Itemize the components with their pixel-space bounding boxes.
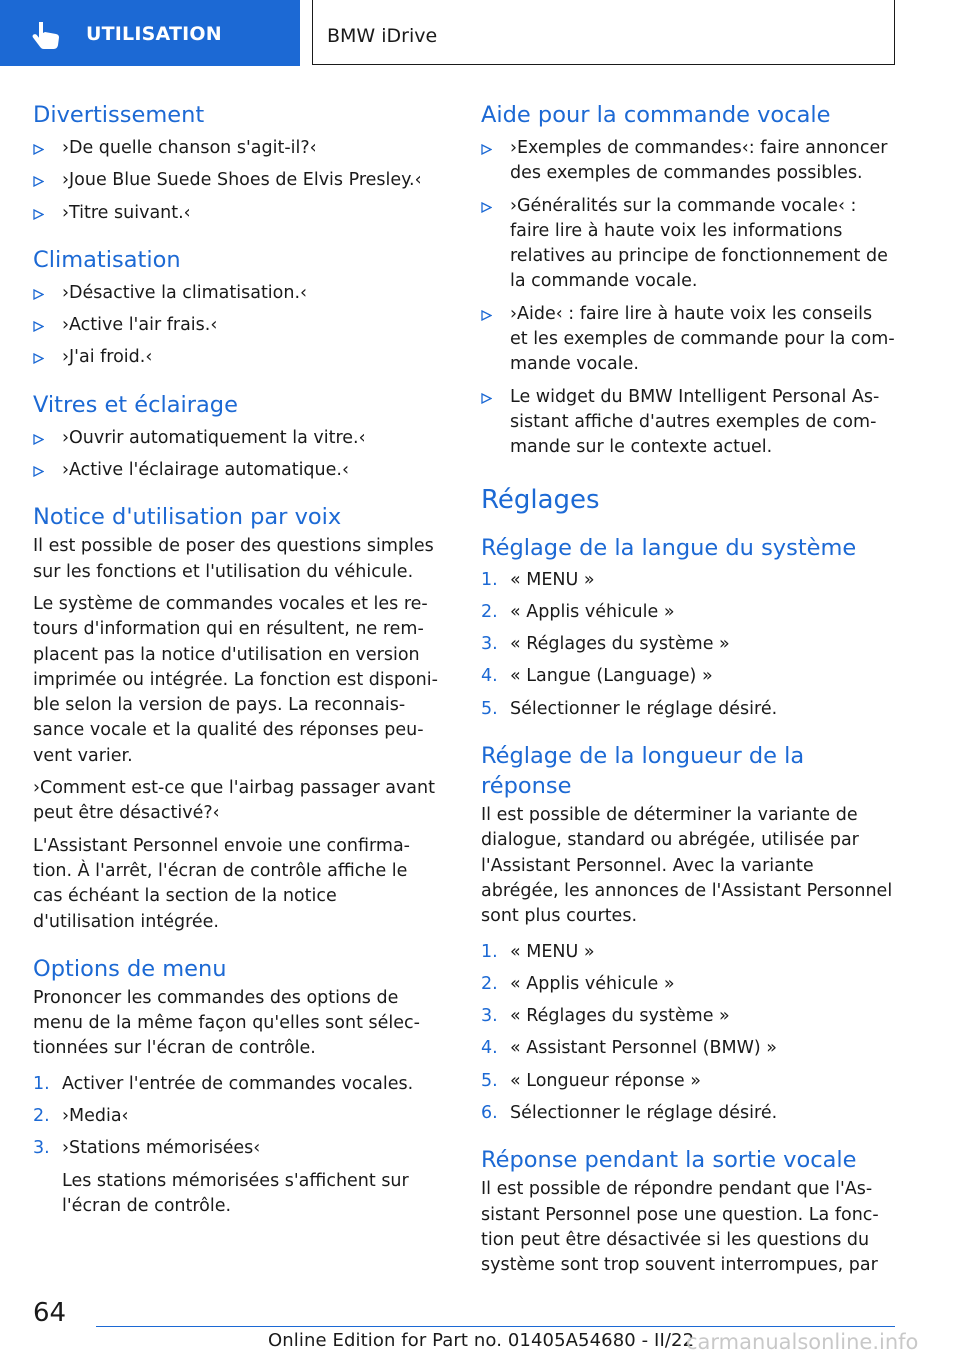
edition-note: Online Edition for Part no. 01405A54680 - II/22: [268, 1330, 695, 1351]
watermark: carmanualsonline.info: [686, 1330, 919, 1354]
list-item: 1. « MENU »: [481, 941, 595, 962]
list-item: ›Ouvrir automatiquement la vitre.‹: [33, 426, 438, 451]
heading-reglages: Réglages: [481, 484, 600, 515]
heading-notice: Notice d'utilisation par voix: [33, 504, 342, 531]
right-column: [481, 100, 895, 1279]
list-item: 3. ›Stations mémorisées‹: [33, 1138, 261, 1159]
list-item: ›Titre suivant.‹: [33, 201, 438, 226]
list-item: 4. « Langue (Language) »: [481, 666, 713, 687]
heading-options: Options de menu: [33, 955, 227, 982]
triangle-bullet-icon: [33, 321, 44, 332]
triangle-bullet-icon: [33, 466, 44, 477]
header-title-box: [312, 0, 895, 65]
page-header: [0, 0, 960, 66]
list-divertissement: [33, 136, 438, 226]
list-item: 6. Sélectionner le réglage désiré.: [481, 1103, 778, 1124]
triangle-bullet-icon: [33, 289, 44, 300]
notice-paragraph: L'Assistant Personnel envoie une confirmation. À l'arrêt, l'écran de contrôle affiche le cas échéant la section de la notice d'utilisation intégrée.: [33, 835, 410, 932]
left-column: [33, 100, 438, 1219]
triangle-bullet-icon: [33, 434, 44, 445]
heading-aide: Aide pour la commande vocale: [481, 102, 831, 128]
reponse-text: Il est possible de répondre pendant que l'Assistant Personnel pose une question. La fonction peut être désactivée si les questions du système sont trop souvent interrompues, par: [481, 1179, 879, 1276]
list-item: ›J'ai froid.‹: [33, 345, 438, 370]
list-item: ›Active l'éclairage automatique.‹: [33, 458, 438, 483]
heading-longueur: Réglage de la longueur de la réponse: [481, 743, 805, 800]
triangle-bullet-icon: [33, 353, 44, 364]
triangle-bullet-icon: [33, 176, 44, 187]
triangle-bullet-icon: [481, 310, 492, 321]
triangle-bullet-icon: [33, 144, 44, 155]
triangle-bullet-icon: [481, 144, 492, 155]
heading-climatisation: Climatisation: [33, 246, 181, 273]
list-item: 2. « Applis véhicule »: [481, 601, 675, 622]
heading-divertissement: Divertissement: [33, 102, 205, 128]
langue-steps: [481, 568, 895, 722]
options-note: Les stations mémorisées s'affichent sur l'écran de contrôle.: [62, 1170, 409, 1216]
footer-divider: [96, 1326, 895, 1327]
section-tab: [0, 0, 300, 66]
heading-reponse: Réponse pendant la sortie vocale: [481, 1147, 857, 1174]
list-item: ›Aide‹ : faire lire à haute voix les conseils et les exemples de commande pour la commande vocale.: [481, 302, 895, 378]
list-item: 2. « Applis véhicule »: [481, 973, 675, 994]
section-label: UTILISATION: [86, 23, 222, 45]
notice-example: ›Comment est-ce que l'airbag passager avant peut être désactivé?‹: [33, 778, 435, 824]
list-climatisation: [33, 281, 438, 371]
list-item: ›Joue Blue Suede Shoes de Elvis Presley.‹: [33, 168, 438, 193]
list-item: ›Exemples de commandes‹: faire annoncer des exemples de commandes possibles.: [481, 136, 895, 187]
list-item: ›De quelle chanson s'agit-il?‹: [33, 136, 438, 161]
longueur-intro: Il est possible de déterminer la variante de dialogue, standard ou abrégée, utilisée par l'Assistant Personnel. Avec la variante abrégée, les annonces de l'Assistant Personnel sont plus courtes.: [481, 805, 893, 927]
triangle-bullet-icon: [481, 202, 492, 213]
list-item: 2. ›Media‹: [33, 1106, 129, 1127]
list-item: 5. « Longueur réponse »: [481, 1070, 701, 1091]
list-item: 3. « Réglages du système »: [481, 634, 730, 655]
list-item: ›Active l'air frais.‹: [33, 313, 438, 338]
list-item: 5. Sélectionner le réglage désiré.: [481, 698, 778, 719]
list-item: Le widget du BMW Intelligent Personal Assistant affiche d'autres exemples de commande sur le contexte actuel.: [481, 385, 895, 461]
notice-paragraph: Le système de commandes vocales et les retours d'information qui en résultent, ne remplacent pas la notice d'utilisation en version imprimée ou intégrée. La fonction est disponible selon la version de pays. La reconnaissance vocale et la qualité des réponses peuvent varier.: [33, 593, 438, 766]
list-item: 4. « Assistant Personnel (BMW) »: [481, 1038, 777, 1059]
triangle-bullet-icon: [481, 393, 492, 404]
heading-langue: Réglage de la langue du système: [481, 534, 857, 561]
list-item: ›Généralités sur la commande vocale‹ : faire lire à haute voix les informations relatives au principe de fonctionnement de la commande vocale.: [481, 194, 895, 295]
notice-paragraph: Il est possible de poser des questions simples sur les fonctions et l'utilisation du véhicule.: [33, 536, 434, 582]
heading-vitres: Vitres et éclairage: [33, 391, 238, 418]
list-aide: [481, 136, 895, 461]
list-item: ›Désactive la climatisation.‹: [33, 281, 438, 306]
options-intro: Prononcer les commandes des options de menu de la même façon qu'elles sont sélectionnées sur l'écran de contrôle.: [33, 987, 420, 1059]
longueur-steps: [481, 940, 895, 1127]
list-item: 1. Activer l'entrée de commandes vocales.: [33, 1073, 414, 1094]
page-number: 64: [33, 1298, 67, 1328]
list-vitres: [33, 426, 438, 484]
hand-pointer-icon: [30, 20, 62, 50]
options-steps: [33, 1072, 438, 1162]
list-item: 3. « Réglages du système »: [481, 1006, 730, 1027]
list-item: 1. « MENU »: [481, 569, 595, 590]
chapter-title: BMW iDrive: [327, 25, 438, 47]
triangle-bullet-icon: [33, 209, 44, 220]
